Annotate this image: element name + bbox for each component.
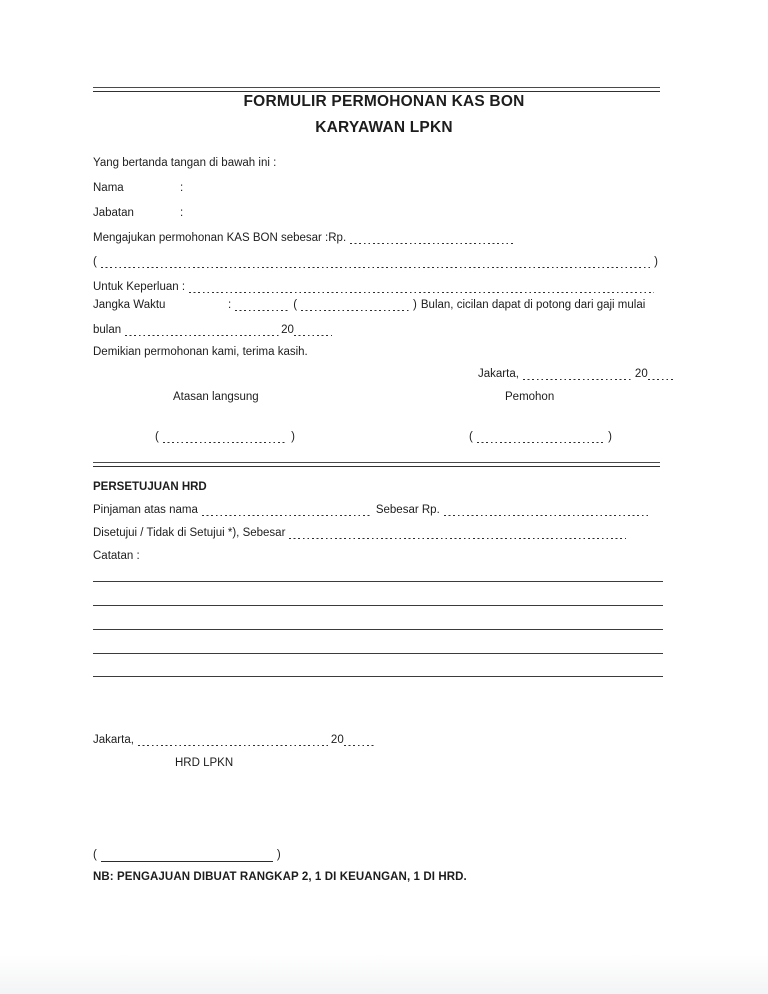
sig-left-name-field	[155, 429, 295, 444]
sig-left-open-paren: (	[155, 431, 159, 443]
field-jabatan	[93, 205, 183, 220]
sig-left-dotted-field	[163, 431, 287, 443]
jangka-open-paren: (	[293, 299, 298, 311]
field-catatan	[93, 548, 140, 563]
hrd-signer-role-line	[175, 755, 233, 770]
amount-words-close-paren: )	[654, 256, 658, 268]
disetujui-label: Disetujui / Tidak di Setujui *), Sebesar	[93, 527, 286, 539]
closing-line	[93, 344, 308, 359]
hrd-signer-role: HRD LPKN	[175, 757, 234, 769]
intro-text: Yang bertanda tangan di bawah ini :	[93, 157, 277, 169]
amount-label: Mengajukan permohonan KAS BON sebesar :Rp.	[93, 232, 347, 244]
field-amount-words	[93, 254, 658, 269]
hrd-date-city: Jakarta,	[93, 734, 134, 746]
field-jangka-waktu	[93, 297, 645, 312]
jangka-colon: :	[228, 299, 232, 311]
catatan-label: Catatan :	[93, 550, 140, 562]
sebesar-label: Sebesar Rp.	[375, 504, 440, 516]
sig-left-role: Atasan langsung	[173, 391, 259, 403]
request-date-city: Jakarta,	[478, 368, 519, 380]
nama-label: Nama	[93, 182, 124, 194]
jangka-close-paren: )	[413, 299, 417, 311]
field-pinjaman	[93, 502, 653, 517]
hrd-date-year: 20	[330, 734, 344, 746]
sig-right-name-field	[469, 429, 612, 444]
top-double-rule	[93, 87, 660, 92]
sig-right-role: Pemohon	[505, 391, 555, 403]
nb-footnote-line	[93, 869, 467, 884]
field-amount	[93, 230, 519, 245]
sig-right-open-paren: (	[469, 431, 473, 443]
hrd-sig-name-field	[93, 847, 281, 862]
form-title-line1: FORMULIR PERMOHONAN KAS BON	[243, 93, 525, 110]
section-divider-double-rule	[93, 462, 660, 467]
request-date-dotted-field	[523, 368, 633, 380]
hrd-sig-underline-field	[101, 849, 273, 862]
notes-line	[93, 629, 663, 630]
sig-left-close-paren: )	[291, 431, 295, 443]
jangka-label: Jangka Waktu	[93, 299, 166, 311]
sig-right-dotted-field	[477, 431, 604, 443]
request-date-year: 20	[634, 368, 648, 380]
field-bulan	[93, 322, 336, 337]
form-title-line2: KARYAWAN LPKN	[315, 119, 453, 136]
amount-words-dotted-field	[101, 256, 650, 268]
nb-footnote: NB: PENGAJUAN DIBUAT RANGKAP 2, 1 DI KEUANGAN, 1 DI HRD.	[93, 871, 467, 883]
pinjaman-name-dotted-field	[202, 504, 372, 516]
nama-colon: :	[180, 182, 184, 194]
bulan-year: 20	[281, 324, 294, 336]
notes-line	[93, 605, 663, 606]
jabatan-colon: :	[180, 207, 184, 219]
sig-right-role-line	[505, 389, 554, 404]
bulan-year-dotted-field	[294, 324, 332, 336]
notes-line	[93, 676, 663, 677]
keperluan-label: Untuk Keperluan :	[93, 281, 186, 293]
notes-line	[93, 581, 663, 582]
request-date-year-dotted-field	[648, 368, 674, 380]
jangka-words-dotted-field	[301, 299, 409, 311]
field-nama	[93, 180, 183, 195]
sebesar-dotted-field	[444, 504, 649, 516]
sig-left-role-line	[173, 389, 259, 404]
pinjaman-label: Pinjaman atas nama	[93, 504, 198, 516]
jangka-months-dotted-field	[235, 299, 289, 311]
field-disetujui	[93, 525, 630, 540]
hrd-sig-close-paren: )	[276, 849, 281, 861]
hrd-sig-open-paren: (	[93, 849, 97, 861]
field-keperluan	[93, 279, 658, 294]
sig-right-close-paren: )	[608, 431, 612, 443]
bulan-dotted-field	[125, 324, 281, 336]
hrd-section-title-line	[93, 479, 207, 494]
jangka-tail-text: Bulan, cicilan dapat di potong dari gaji mulai	[420, 299, 646, 311]
disetujui-dotted-field	[289, 527, 626, 539]
request-date-line	[478, 366, 678, 381]
bulan-label: bulan	[93, 324, 122, 336]
jabatan-label: Jabatan	[93, 207, 134, 219]
amount-words-open-paren: (	[93, 256, 97, 268]
intro-line	[93, 155, 276, 170]
keperluan-dotted-field	[189, 281, 654, 293]
notes-line	[93, 653, 663, 654]
closing-text: Demikian permohonan kami, terima kasih.	[93, 346, 308, 358]
hrd-date-dotted-field	[138, 734, 328, 746]
amount-dotted-field	[350, 232, 515, 244]
hrd-section-title: PERSETUJUAN HRD	[93, 481, 207, 493]
hrd-date-year-dotted-field	[344, 734, 374, 746]
hrd-date-line	[93, 732, 378, 747]
